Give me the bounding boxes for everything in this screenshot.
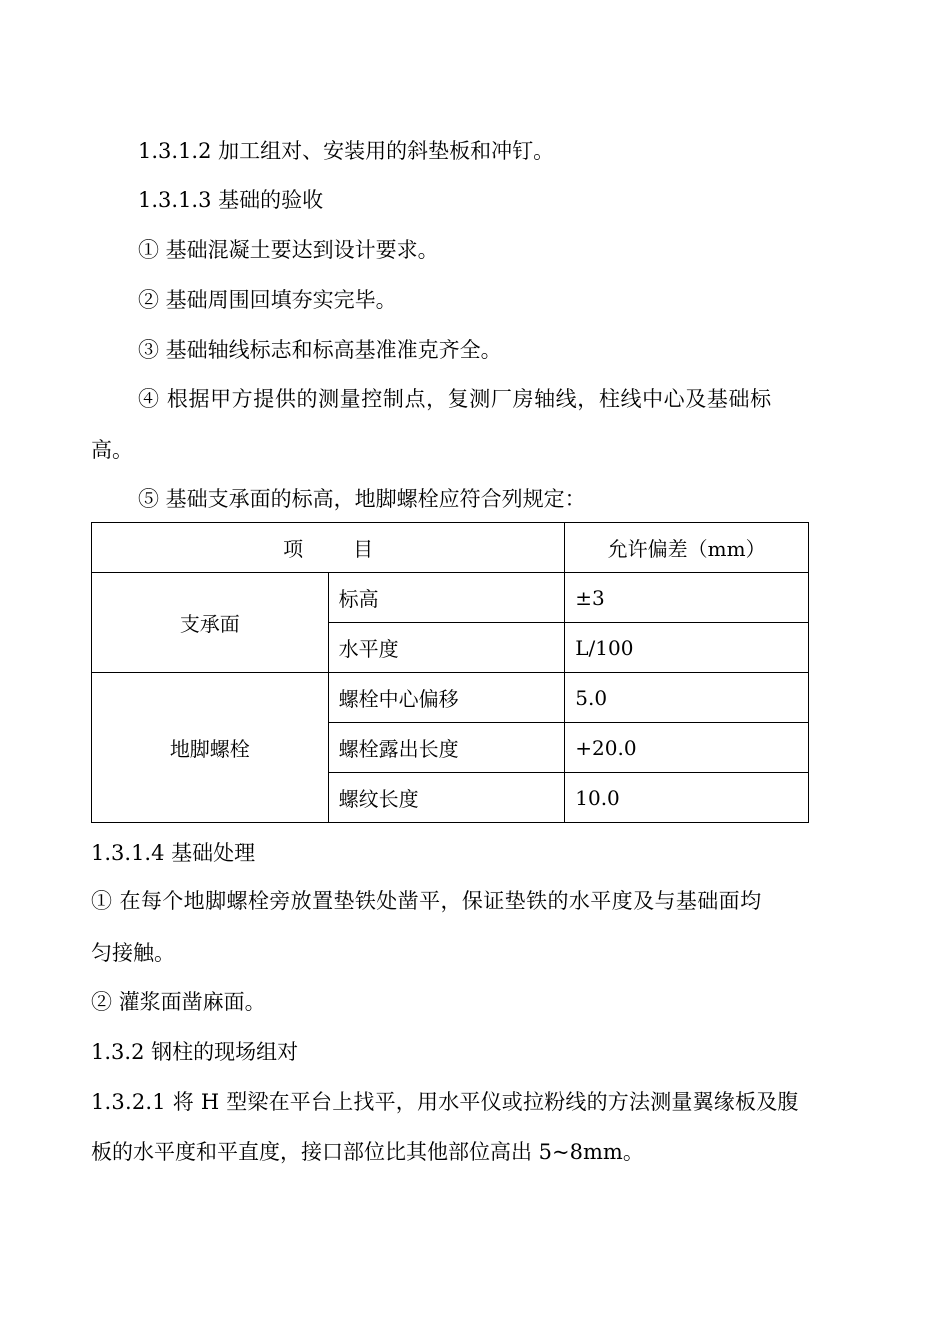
table-cell-item: 螺栓中心偏移 — [328, 673, 565, 723]
list-item-4-line-1: ④ 根据甲方提供的测量控制点，复测厂房轴线，柱线中心及基础标 — [138, 387, 772, 411]
heading-1-3-1-4: 1.3.1.4 基础处理 — [91, 841, 256, 865]
heading-1-3-2: 1.3.2 钢柱的现场组对 — [91, 1040, 299, 1064]
list-item-6-line-1: ① 在每个地脚螺栓旁放置垫铁处凿平，保证垫铁的水平度及与基础面均 — [91, 889, 762, 913]
list-item-2: ② 基础周围回填夯实完毕。 — [138, 288, 397, 312]
table-cell-value: 10.0 — [565, 773, 809, 823]
table-cell-item: 水平度 — [328, 623, 565, 673]
list-item-1: ① 基础混凝土要达到设计要求。 — [138, 238, 439, 262]
table-header-row — [92, 523, 809, 573]
table-cell-value: 5.0 — [565, 673, 809, 723]
table-cell-value: L/100 — [565, 623, 809, 673]
table-cell-value: +20.0 — [565, 723, 809, 773]
heading-1-3-1-3: 1.3.1.3 基础的验收 — [138, 188, 324, 212]
list-item-6-line-2: 匀接触。 — [91, 941, 175, 965]
list-item-4-line-2: 高。 — [91, 438, 133, 462]
header-item — [92, 523, 565, 573]
header-item-char-2: 目 — [353, 537, 374, 561]
table-row — [92, 673, 809, 723]
group-name-bearing-surface: 支承面 — [92, 573, 329, 673]
table-cell-item: 螺栓露出长度 — [328, 723, 565, 773]
paragraph-1-3-2-1-line-2: 板的水平度和平直度，接口部位比其他部位高出 5~8mm。 — [91, 1140, 644, 1164]
list-item-7: ② 灌浆面凿麻面。 — [91, 990, 266, 1014]
table-cell-value: ±3 — [565, 573, 809, 623]
header-tolerance: 允许偏差（mm） — [565, 523, 809, 573]
tolerance-table — [91, 522, 809, 823]
table-cell-item: 标高 — [328, 573, 565, 623]
table-cell-item: 螺纹长度 — [328, 773, 565, 823]
paragraph-1-3-1-2: 1.3.1.2 加工组对、安装用的斜垫板和冲钉。 — [138, 139, 555, 163]
group-name-anchor-bolt: 地脚螺栓 — [92, 673, 329, 823]
header-item-char-1: 项 — [283, 537, 304, 561]
list-item-3: ③ 基础轴线标志和标高基准准克齐全。 — [138, 338, 502, 362]
list-item-5: ⑤ 基础支承面的标高，地脚螺栓应符合列规定： — [138, 487, 586, 511]
table-row — [92, 573, 809, 623]
paragraph-1-3-2-1-line-1: 1.3.2.1 将 H 型梁在平台上找平，用水平仪或拉粉线的方法测量翼缘板及腹 — [91, 1090, 799, 1114]
